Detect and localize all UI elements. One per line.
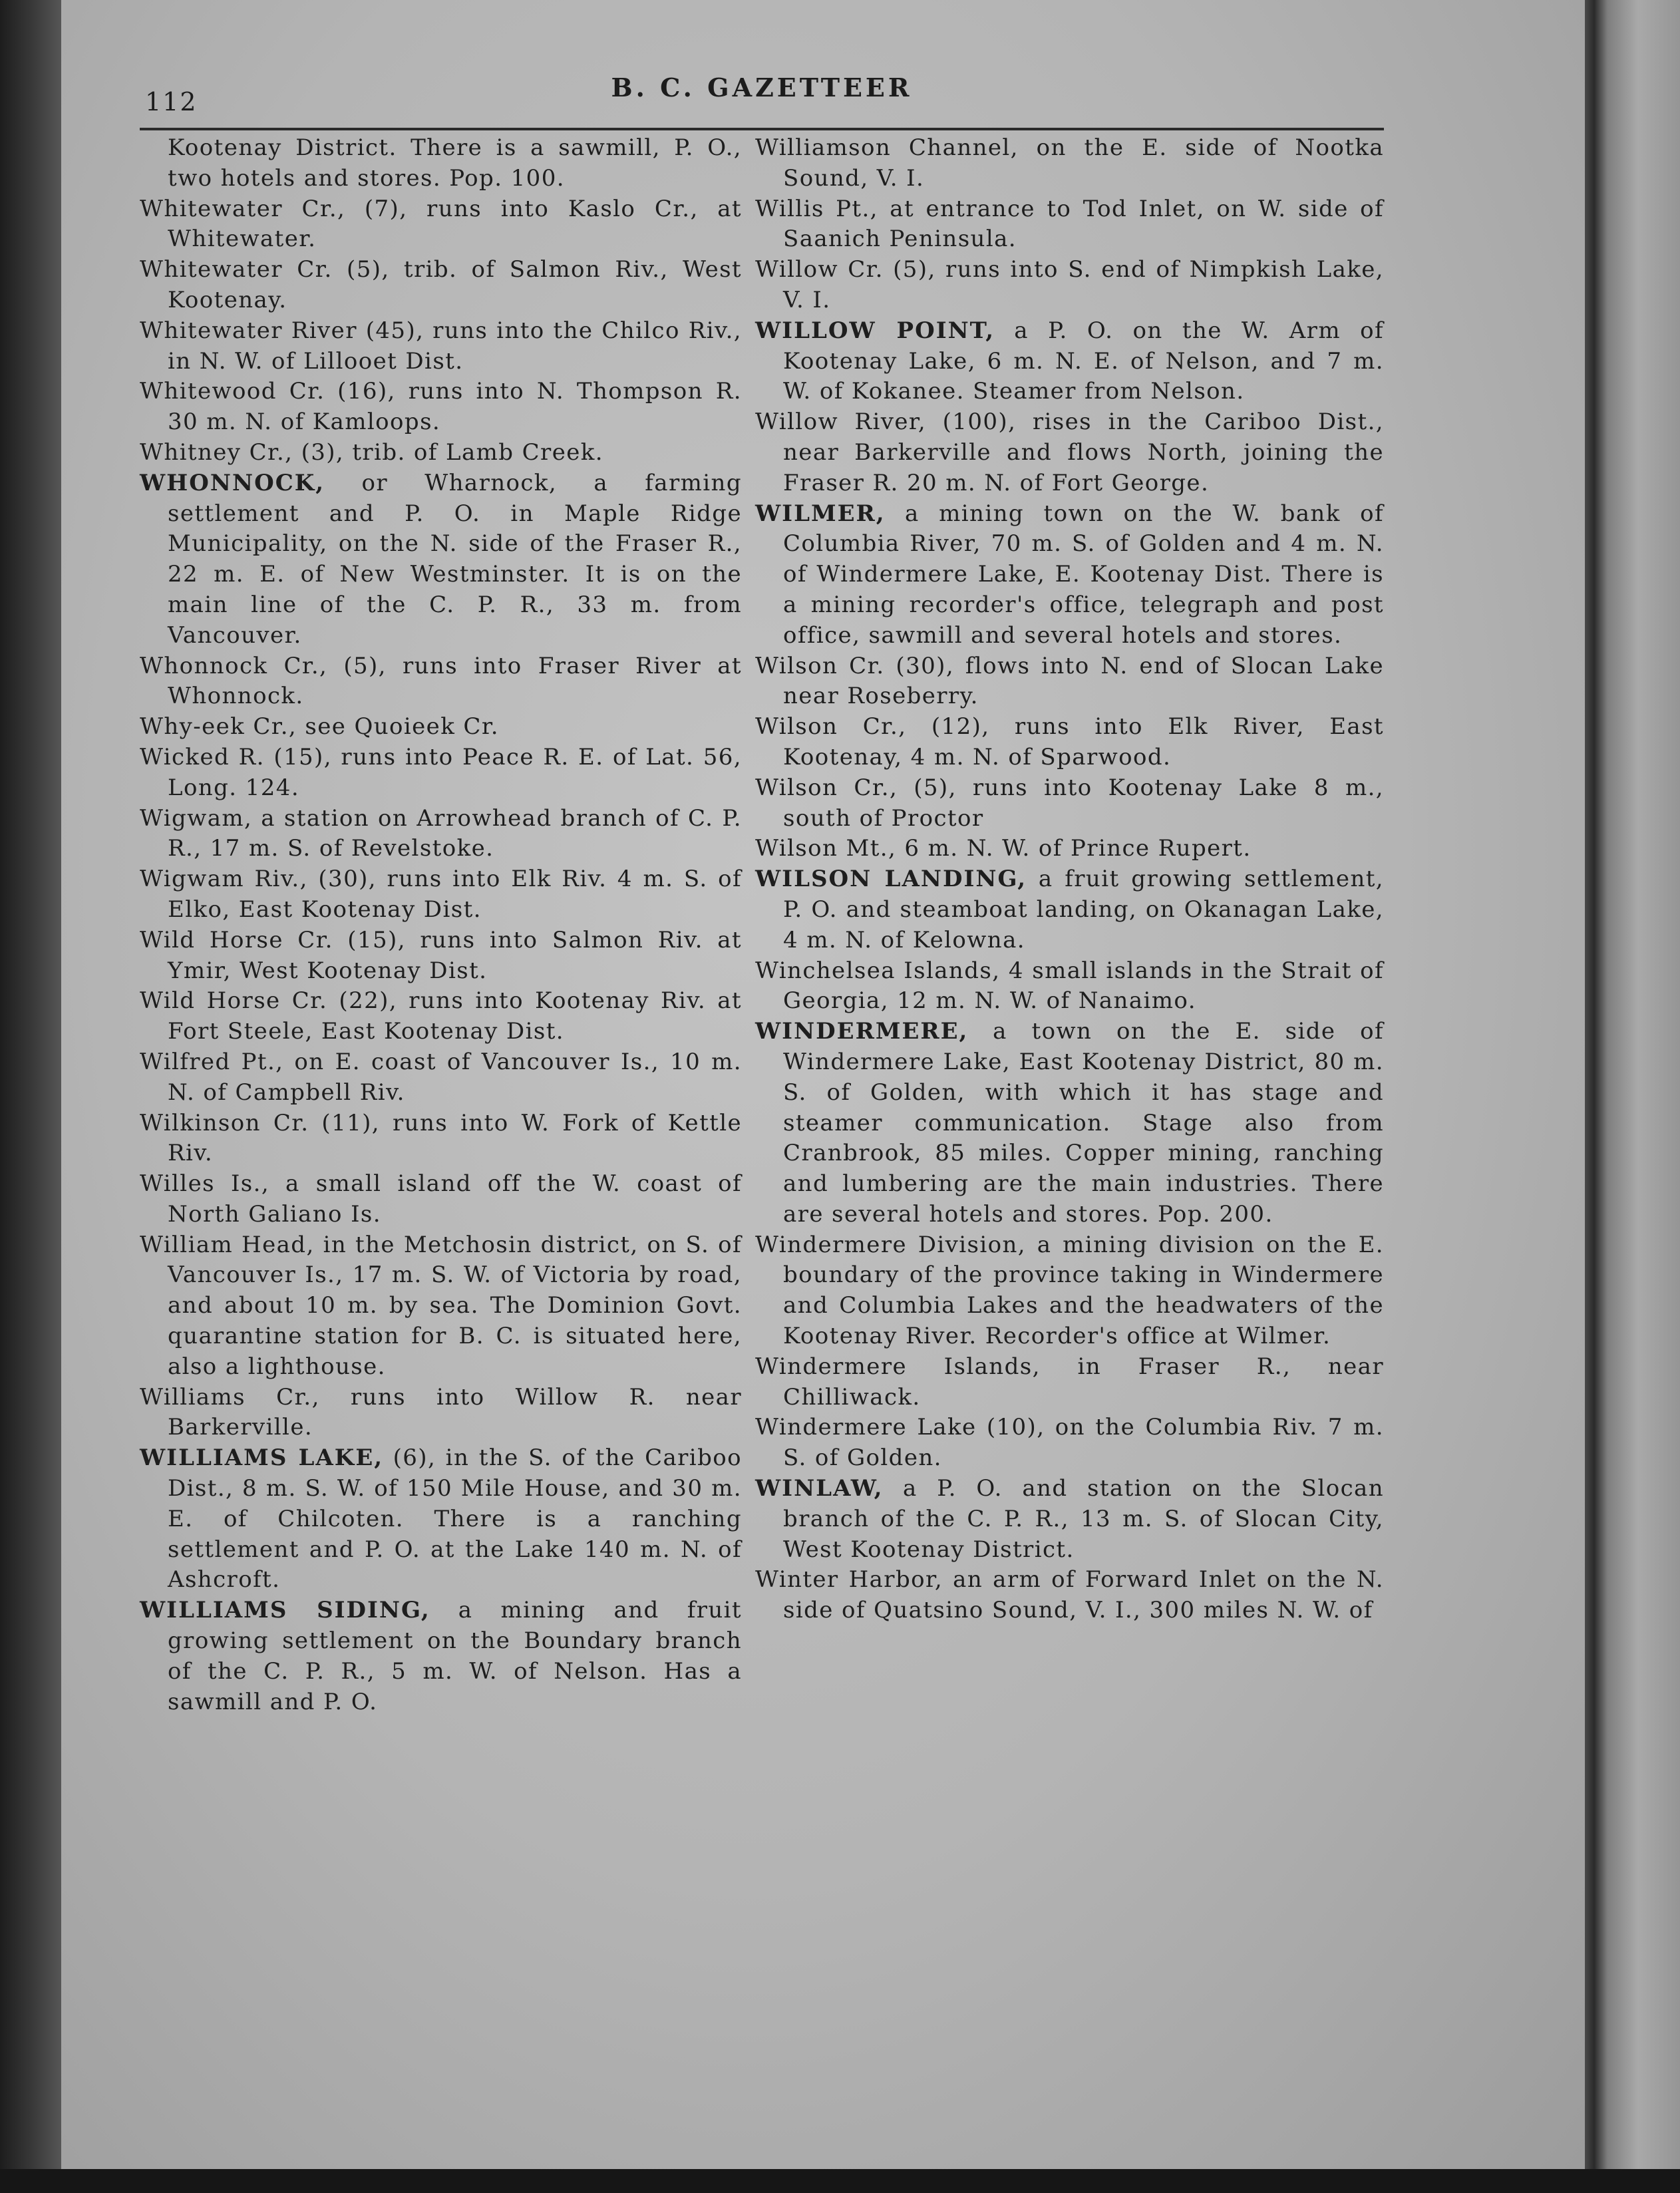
gazetteer-entry <box>755 712 1384 773</box>
page-number: 112 <box>145 87 198 116</box>
entry-text: Wilson Cr., (5), runs into Kootenay Lake 8 m., south of Proctor <box>755 774 1384 832</box>
left-column <box>140 133 742 1717</box>
entry-text: a mining and fruit growing settlement on the Boundary branch of the C. P. R., 5 m. W. of Nelson. Has a sawmill and P. O. <box>168 1597 742 1715</box>
entry-text: (6), in the S. of the Cariboo Dist., 8 m. S. W. of 150 Mile House, and 30 m. E. of Chilcoten. There is a ranching settlement and P. O. at the Lake 140 m. N. of Ashcroft. <box>168 1444 742 1594</box>
gazetteer-entry <box>755 1230 1384 1352</box>
page-header <box>140 70 1384 130</box>
entry-text: Wilfred Pt., on E. coast of Vancouver Is., 10 m. N. of Campbell Riv. <box>140 1048 742 1106</box>
entry-text: a fruit growing settlement, P. O. and steamboat landing, on Okanagan Lake, 4 m. N. of Kelowna. <box>783 866 1385 953</box>
entry-text: Kootenay District. There is a sawmill, P. O., two hotels and stores. Pop. 100. <box>168 134 742 192</box>
gazetteer-entry <box>140 255 742 316</box>
gazetteer-entry <box>140 926 742 987</box>
entry-headword: WILLIAMS SIDING, <box>140 1597 430 1624</box>
entry-text: Willow Cr. (5), runs into S. end of Nimpkish Lake, V. I. <box>755 256 1384 313</box>
entry-headword: WHONNOCK, <box>140 469 325 496</box>
entry-headword: WINLAW, <box>755 1475 884 1502</box>
gazetteer-entry <box>140 1383 742 1444</box>
gazetteer-entry <box>755 773 1384 834</box>
entry-text: Wilson Cr., (12), runs into Elk River, East Kootenay, 4 m. N. of Sparwood. <box>755 713 1384 770</box>
entry-text: Whitewater Cr., (7), runs into Kaslo Cr., at Whitewater. <box>140 195 742 253</box>
entry-text: Whitewater Cr. (5), trib. of Salmon Riv., West Kootenay. <box>140 256 742 313</box>
book-spine-shadow <box>0 0 61 2193</box>
gazetteer-entry <box>755 1017 1384 1230</box>
gazetteer-entry <box>755 499 1384 651</box>
gazetteer-entry <box>140 1596 742 1717</box>
entry-text: Willes Is., a small island off the W. coast of North Galiano Is. <box>140 1170 742 1228</box>
entry-text: Wilson Mt., 6 m. N. W. of Prince Rupert. <box>755 835 1252 862</box>
gazetteer-entry <box>140 864 742 926</box>
entry-text: Winter Harbor, an arm of Forward Inlet on the N. side of Quatsino Sound, V. I., 300 miles N. W. of <box>755 1566 1384 1624</box>
entry-text: William Head, in the Metchosin district, on S. of Vancouver Is., 17 m. S. W. of Victoria by road, and about 10 m. by sea. The Dominion Govt. quarantine station for B. C. is situated here, also a lighthouse. <box>140 1231 742 1380</box>
gazetteer-entry <box>140 194 742 255</box>
entry-text: Wild Horse Cr. (22), runs into Kootenay Riv. at Fort Steele, East Kootenay Dist. <box>140 987 742 1045</box>
entry-text: a mining town on the W. bank of Columbia River, 70 m. S. of Golden and 4 m. N. of Windermere Lake, E. Kootenay Dist. There is a mining recorder's office, telegraph and post office, sawmill and several hotels and stores. <box>783 500 1384 649</box>
header-rule <box>140 128 1384 130</box>
gazetteer-entry <box>140 1169 742 1230</box>
entry-text: Willis Pt., at entrance to Tod Inlet, on W. side of Saanich Peninsula. <box>755 195 1384 253</box>
gazetteer-entry <box>755 1565 1384 1626</box>
entry-text: Whitewater River (45), runs into the Chilco Riv., in N. W. of Lillooet Dist. <box>140 317 742 375</box>
right-column <box>755 133 1384 1626</box>
scan-bottom-edge <box>0 2169 1680 2193</box>
gazetteer-entry <box>755 864 1384 955</box>
entry-headword: WILSON LANDING, <box>755 866 1027 893</box>
gazetteer-entry <box>140 316 742 377</box>
gazetteer-entry <box>755 407 1384 498</box>
entry-headword: WILMER, <box>755 500 886 527</box>
entry-text: a town on the E. side of Windermere Lake, East Kootenay District, 80 m. S. of Golden, with which it has stage and steamer communication. Stage also from Cranbrook, 85 miles. Copper mining, ranching and lumbering are the main industries. There are several hotels and stores. Pop. 200. <box>783 1018 1384 1228</box>
gazetteer-entry <box>755 956 1384 1017</box>
entry-text: Williamson Channel, on the E. side of Nootka Sound, V. I. <box>755 134 1384 192</box>
entry-text: Wilkinson Cr. (11), runs into W. Fork of Kettle Riv. <box>140 1109 742 1167</box>
gazetteer-entry <box>140 377 742 438</box>
gazetteer-entry <box>755 316 1384 407</box>
gazetteer-entry <box>140 1230 742 1383</box>
entry-text: Winchelsea Islands, 4 small islands in the Strait of Georgia, 12 m. N. W. of Nanaimo. <box>755 957 1384 1015</box>
gazetteer-entry <box>755 834 1384 864</box>
entry-text: Wild Horse Cr. (15), runs into Salmon Riv. at Ymir, West Kootenay Dist. <box>140 926 742 984</box>
entry-text: Why-eek Cr., see Quoieek Cr. <box>140 713 499 741</box>
gazetteer-entry <box>140 1108 742 1170</box>
gazetteer-entry <box>140 712 742 743</box>
entry-text: or Wharnock, a farming settlement and P. O. in Maple Ridge Municipality, on the N. side of the Fraser R., 22 m. E. of New Westminster. It is on the main line of the C. P. R., 33 m. from Vancouver. <box>168 469 742 649</box>
gazetteer-entry <box>755 1474 1384 1565</box>
gazetteer-entry <box>140 651 742 713</box>
gazetteer-entry <box>140 133 742 194</box>
gazetteer-entry <box>140 438 742 468</box>
gazetteer-entry <box>140 743 742 804</box>
entry-text: Whitewood Cr. (16), runs into N. Thompson R. 30 m. N. of Kamloops. <box>140 378 742 436</box>
entry-headword: WINDERMERE, <box>755 1018 969 1045</box>
entry-text: Wigwam Riv., (30), runs into Elk Riv. 4 m. S. of Elko, East Kootenay Dist. <box>140 866 742 923</box>
entry-text: Windermere Lake (10), on the Columbia Riv. 7 m. S. of Golden. <box>755 1414 1384 1472</box>
gazetteer-entry <box>755 651 1384 713</box>
entry-text: Whitney Cr., (3), trib. of Lamb Creek. <box>140 438 603 466</box>
entry-text: Wilson Cr. (30), flows into N. end of Slocan Lake near Roseberry. <box>755 652 1384 710</box>
entry-text: a P. O. on the W. Arm of Kootenay Lake, 6 m. N. E. of Nelson, and 7 m. W. of Kokanee. Steamer from Nelson. <box>783 317 1384 405</box>
gazetteer-entry <box>755 194 1384 255</box>
gazetteer-entry <box>140 468 742 651</box>
gazetteer-entry <box>755 133 1384 194</box>
entry-text: Whonnock Cr., (5), runs into Fraser River at Whonnock. <box>140 652 742 710</box>
entry-text: Willow River, (100), rises in the Cariboo Dist., near Barkerville and flows North, joining the Fraser R. 20 m. N. of Fort George. <box>755 409 1384 496</box>
entry-text: Williams Cr., runs into Willow R. near Barkerville. <box>140 1383 742 1441</box>
entry-text: Wigwam, a station on Arrowhead branch of C. P. R., 17 m. S. of Revelstoke. <box>140 804 742 862</box>
gazetteer-entry <box>140 1047 742 1108</box>
entry-text: Wicked R. (15), runs into Peace R. E. of Lat. 56, Long. 124. <box>140 743 742 801</box>
gazetteer-entry <box>140 1443 742 1596</box>
entry-text: a P. O. and station on the Slocan branch of the C. P. R., 13 m. S. of Slocan City, West Kootenay District. <box>783 1475 1384 1563</box>
gazetteer-entry <box>140 804 742 865</box>
entry-text: Windermere Islands, in Fraser R., near Chilliwack. <box>755 1353 1384 1411</box>
gazetteer-entry <box>755 255 1384 316</box>
entry-headword: WILLOW POINT, <box>755 317 995 344</box>
page-gutter-fold <box>1585 0 1680 2193</box>
gazetteer-entry <box>755 1413 1384 1474</box>
running-title: B. C. GAZETTEER <box>611 73 913 102</box>
entry-text: Windermere Division, a mining division on the E. boundary of the province taking in Windermere and Columbia Lakes and the headwaters of the Kootenay River. Recorder's office at Wilmer. <box>755 1231 1384 1350</box>
gazetteer-entry <box>140 986 742 1047</box>
entry-headword: WILLIAMS LAKE, <box>140 1444 384 1472</box>
gazetteer-entry <box>755 1352 1384 1413</box>
